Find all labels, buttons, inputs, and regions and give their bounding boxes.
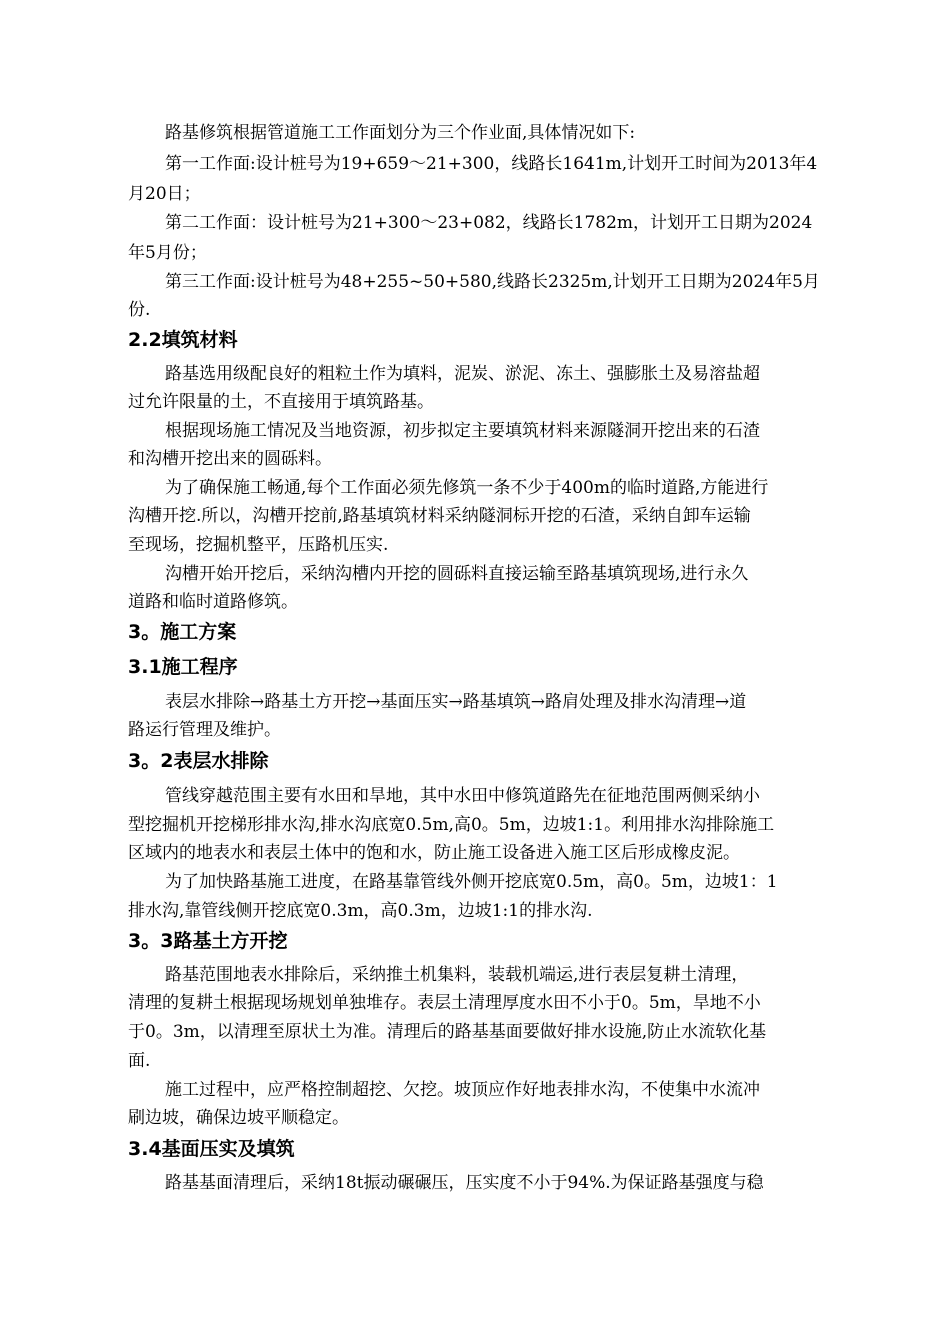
- paragraph-text: 和沟槽开挖出来的圆砾料。: [128, 449, 332, 469]
- paragraph-text: 路基范围地表水排除后，采纳推土机集料，装载机端运,进行表层复耕土清理，: [165, 965, 749, 985]
- paragraph-text: 排水沟,靠管线侧开挖底宽0.3m，高0.3m，边坡1:1的排水沟.: [128, 901, 593, 921]
- paragraph-text: 沟槽开始开挖后，采纳沟槽内开挖的圆砾料直接运输至路基填筑现场,进行永久: [165, 564, 749, 584]
- paragraph-text: 沟槽开挖.所以，沟槽开挖前,路基填筑材料采纳隧洞标开挖的石渣，采纳自卸车运输: [128, 506, 751, 526]
- paragraph-text: 至现场，挖掘机整平，压路机压实.: [128, 535, 389, 555]
- paragraph-text: 施工过程中，应严格控制超挖、欠挖。坡顶应作好地表排水沟，不使集中水流冲: [165, 1080, 760, 1100]
- section-heading: 3。3路基土方开挖: [128, 930, 288, 952]
- paragraph-text: 刷边坡，确保边坡平顺稳定。: [128, 1108, 349, 1128]
- section-heading: 3.4基面压实及填筑: [128, 1138, 295, 1160]
- paragraph-text: 第二工作面：设计桩号为21+300～23+082，线路长1782m，计划开工日期为2024: [165, 213, 813, 233]
- paragraph-text: 根据现场施工情况及当地资源，初步拟定主要填筑材料来源隧洞开挖出来的石渣: [165, 421, 760, 441]
- paragraph-text: 管线穿越范围主要有水田和旱地，其中水田中修筑道路先在征地范围两侧采纳小: [165, 786, 760, 806]
- paragraph-text: 型挖掘机开挖梯形排水沟,排水沟底宽0.5m,高0。5m，边坡1:1。利用排水沟排除施工: [128, 815, 775, 835]
- paragraph-text: 清理的复耕土根据现场规划单独堆存。表层土清理厚度水田不小于0。5m，旱地不小: [128, 993, 761, 1013]
- paragraph-text: 路基选用级配良好的粗粒土作为填料，泥炭、淤泥、冻土、强膨胀土及易溶盐超: [165, 364, 760, 384]
- paragraph-text: 道路和临时道路修筑。: [128, 592, 298, 612]
- paragraph-text: 份.: [128, 300, 151, 320]
- paragraph-text: 第一工作面:设计桩号为19+659～21+300，线路长1641m,计划开工时间为2013年4: [165, 154, 818, 174]
- section-heading: 2.2填筑材料: [128, 329, 238, 351]
- paragraph-text: 年5月份；: [128, 243, 207, 263]
- paragraph-text: 面.: [128, 1051, 151, 1071]
- paragraph-text: 月20日；: [128, 184, 201, 204]
- paragraph-text: 路基修筑根据管道施工工作面划分为三个作业面,具体情况如下:: [165, 123, 636, 143]
- section-heading: 3.1施工程序: [128, 656, 238, 678]
- paragraph-text: 区域内的地表水和表层土体中的饱和水，防止施工设备进入施工区后形成橡皮泥。: [128, 843, 740, 863]
- section-heading: 3。2表层水排除: [128, 750, 269, 772]
- paragraph-text: 为了确保施工畅通,每个工作面必须先修筑一条不少于400m的临时道路,方能进行: [165, 478, 769, 498]
- paragraph-text: 第三工作面:设计桩号为48+255~50+580,线路长2325m,计划开工日期为2024年5月: [165, 272, 820, 292]
- section-heading: 3。施工方案: [128, 621, 237, 643]
- paragraph-text: 为了加快路基施工进度，在路基靠管线外侧开挖底宽0.5m，高0。5m，边坡1：1: [165, 872, 778, 892]
- paragraph-text: 表层水排除→路基土方开挖→基面压实→路基填筑→路肩处理及排水沟清理→道: [165, 692, 747, 712]
- paragraph-text: 路运行管理及维护。: [128, 720, 281, 740]
- paragraph-text: 过允许限量的土，不直接用于填筑路基。: [128, 392, 434, 412]
- paragraph-text: 于0。3m，以清理至原状土为准。清理后的路基基面要做好排水设施,防止水流软化基: [128, 1022, 767, 1042]
- paragraph-text: 路基基面清理后，采纳18t振动碾碾压，压实度不小于94%.为保证路基强度与稳: [165, 1173, 764, 1193]
